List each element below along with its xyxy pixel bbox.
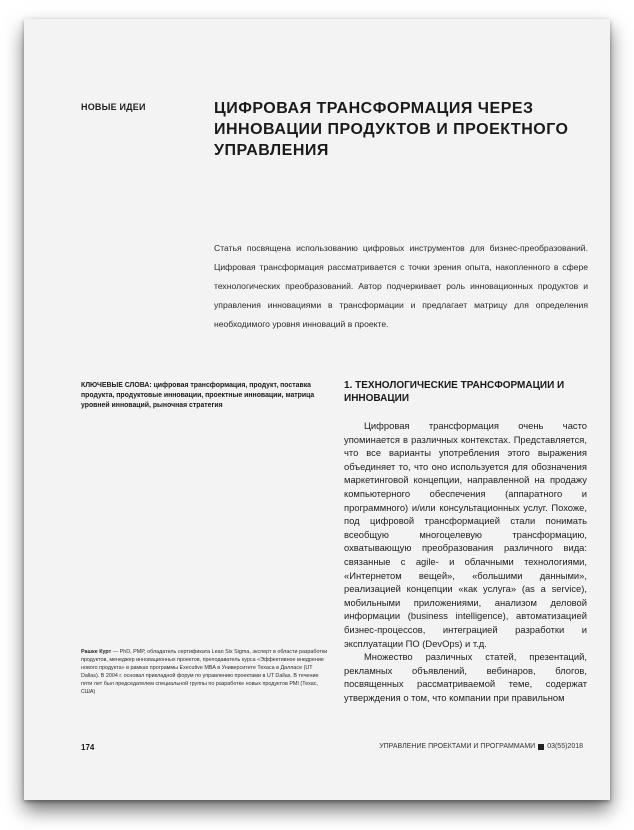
section-heading: 1. ТЕХНОЛОГИЧЕСКИЕ ТРАНСФОРМАЦИИ И ИННОВАЦИИ bbox=[344, 380, 565, 404]
paragraph: Множество различных статей, презентаций, рекламных объявлений, вебинаров, блогов, посвященных рассматриваемой теме, содержат утверждения о том, что компании при правильном bbox=[344, 651, 587, 703]
abstract: Статья посвящена использованию цифровых инструментов для бизнес-преобразований. Цифровая трансформация рассматривается с точки зрения опыта, накопленного в сфере технологических преобразований. Автор подчеркивает роль инновационных продуктов и управления инновациями в трансформации и предлагает матрицу для определения необходимого уровня инноваций в проекте. bbox=[214, 243, 588, 329]
journal-footer bbox=[379, 743, 583, 750]
keywords-label: КЛЮЧЕВЫЕ СЛОВА: bbox=[81, 382, 152, 389]
page-number: 174 bbox=[81, 743, 95, 752]
author-bio-text: — PhD, PMP, обладатель сертификата Lean Six Sigma, эксперт в области разработки продуктов, менеджер инновационных проектов, преподаватель курса «Эффективное внедрение нового продукта» в рамках программы Executive MBA в Университете Техаса в Далласе (UT Dallas). В 2004 г. основал прикладной форум по управлению проектами в UT Dallas. В течение пяти лет был председателем специальной группы по разработке новых продуктов PMI (Техас, США) bbox=[81, 649, 328, 695]
keywords-text: цифровая трансформация, продукт, поставка продукта, продуктовые инновации, проектные инновации, матрица уровней инноваций, рыночная стратегия bbox=[81, 382, 315, 409]
author-bio bbox=[81, 648, 329, 696]
keywords-block bbox=[81, 381, 329, 411]
article-title: ЦИФРОВАЯ ТРАНСФОРМАЦИЯ ЧЕРЕЗ ИННОВАЦИИ ПРОДУКТОВ И ПРОЕКТНОГО УПРАВЛЕНИЯ bbox=[214, 100, 569, 159]
journal-issue: 03(55)2018 bbox=[547, 743, 583, 750]
body-text bbox=[344, 419, 587, 704]
section-label: НОВЫЕ ИДЕИ bbox=[81, 102, 146, 112]
journal-name: УПРАВЛЕНИЕ ПРОЕКТАМИ И ПРОГРАММАМИ bbox=[379, 743, 536, 750]
journal-page bbox=[24, 19, 610, 800]
author-name: Рашке Курт bbox=[81, 649, 112, 655]
paragraph: Цифровая трансформация очень часто упоминается в различных контекстах. Представляется, что все варианты употребления этого выражения объединяет то, что оно используется для обозначения маркетинговой концепции, направленной на продажу компьютерного обеспечения (аппаратного и программного) и/или консультационных услуг. Похоже, под цифровой трансформацией стали понимать всеобщую многоцелевую трансформацию, охватывающую преобразования различного вида: связанные с agile- и облачными технологиями, «Интернетом вещей», «большими данными», реализацией концепции «как услуга» (as a service), мобильными приложениями, анализом деловой информации (business intelligence), автоматизацией бизнес-процессов, интеграцией разработки и эксплуатации ПО (DevOps) и т.д. bbox=[344, 420, 587, 649]
square-separator-icon bbox=[538, 744, 544, 750]
